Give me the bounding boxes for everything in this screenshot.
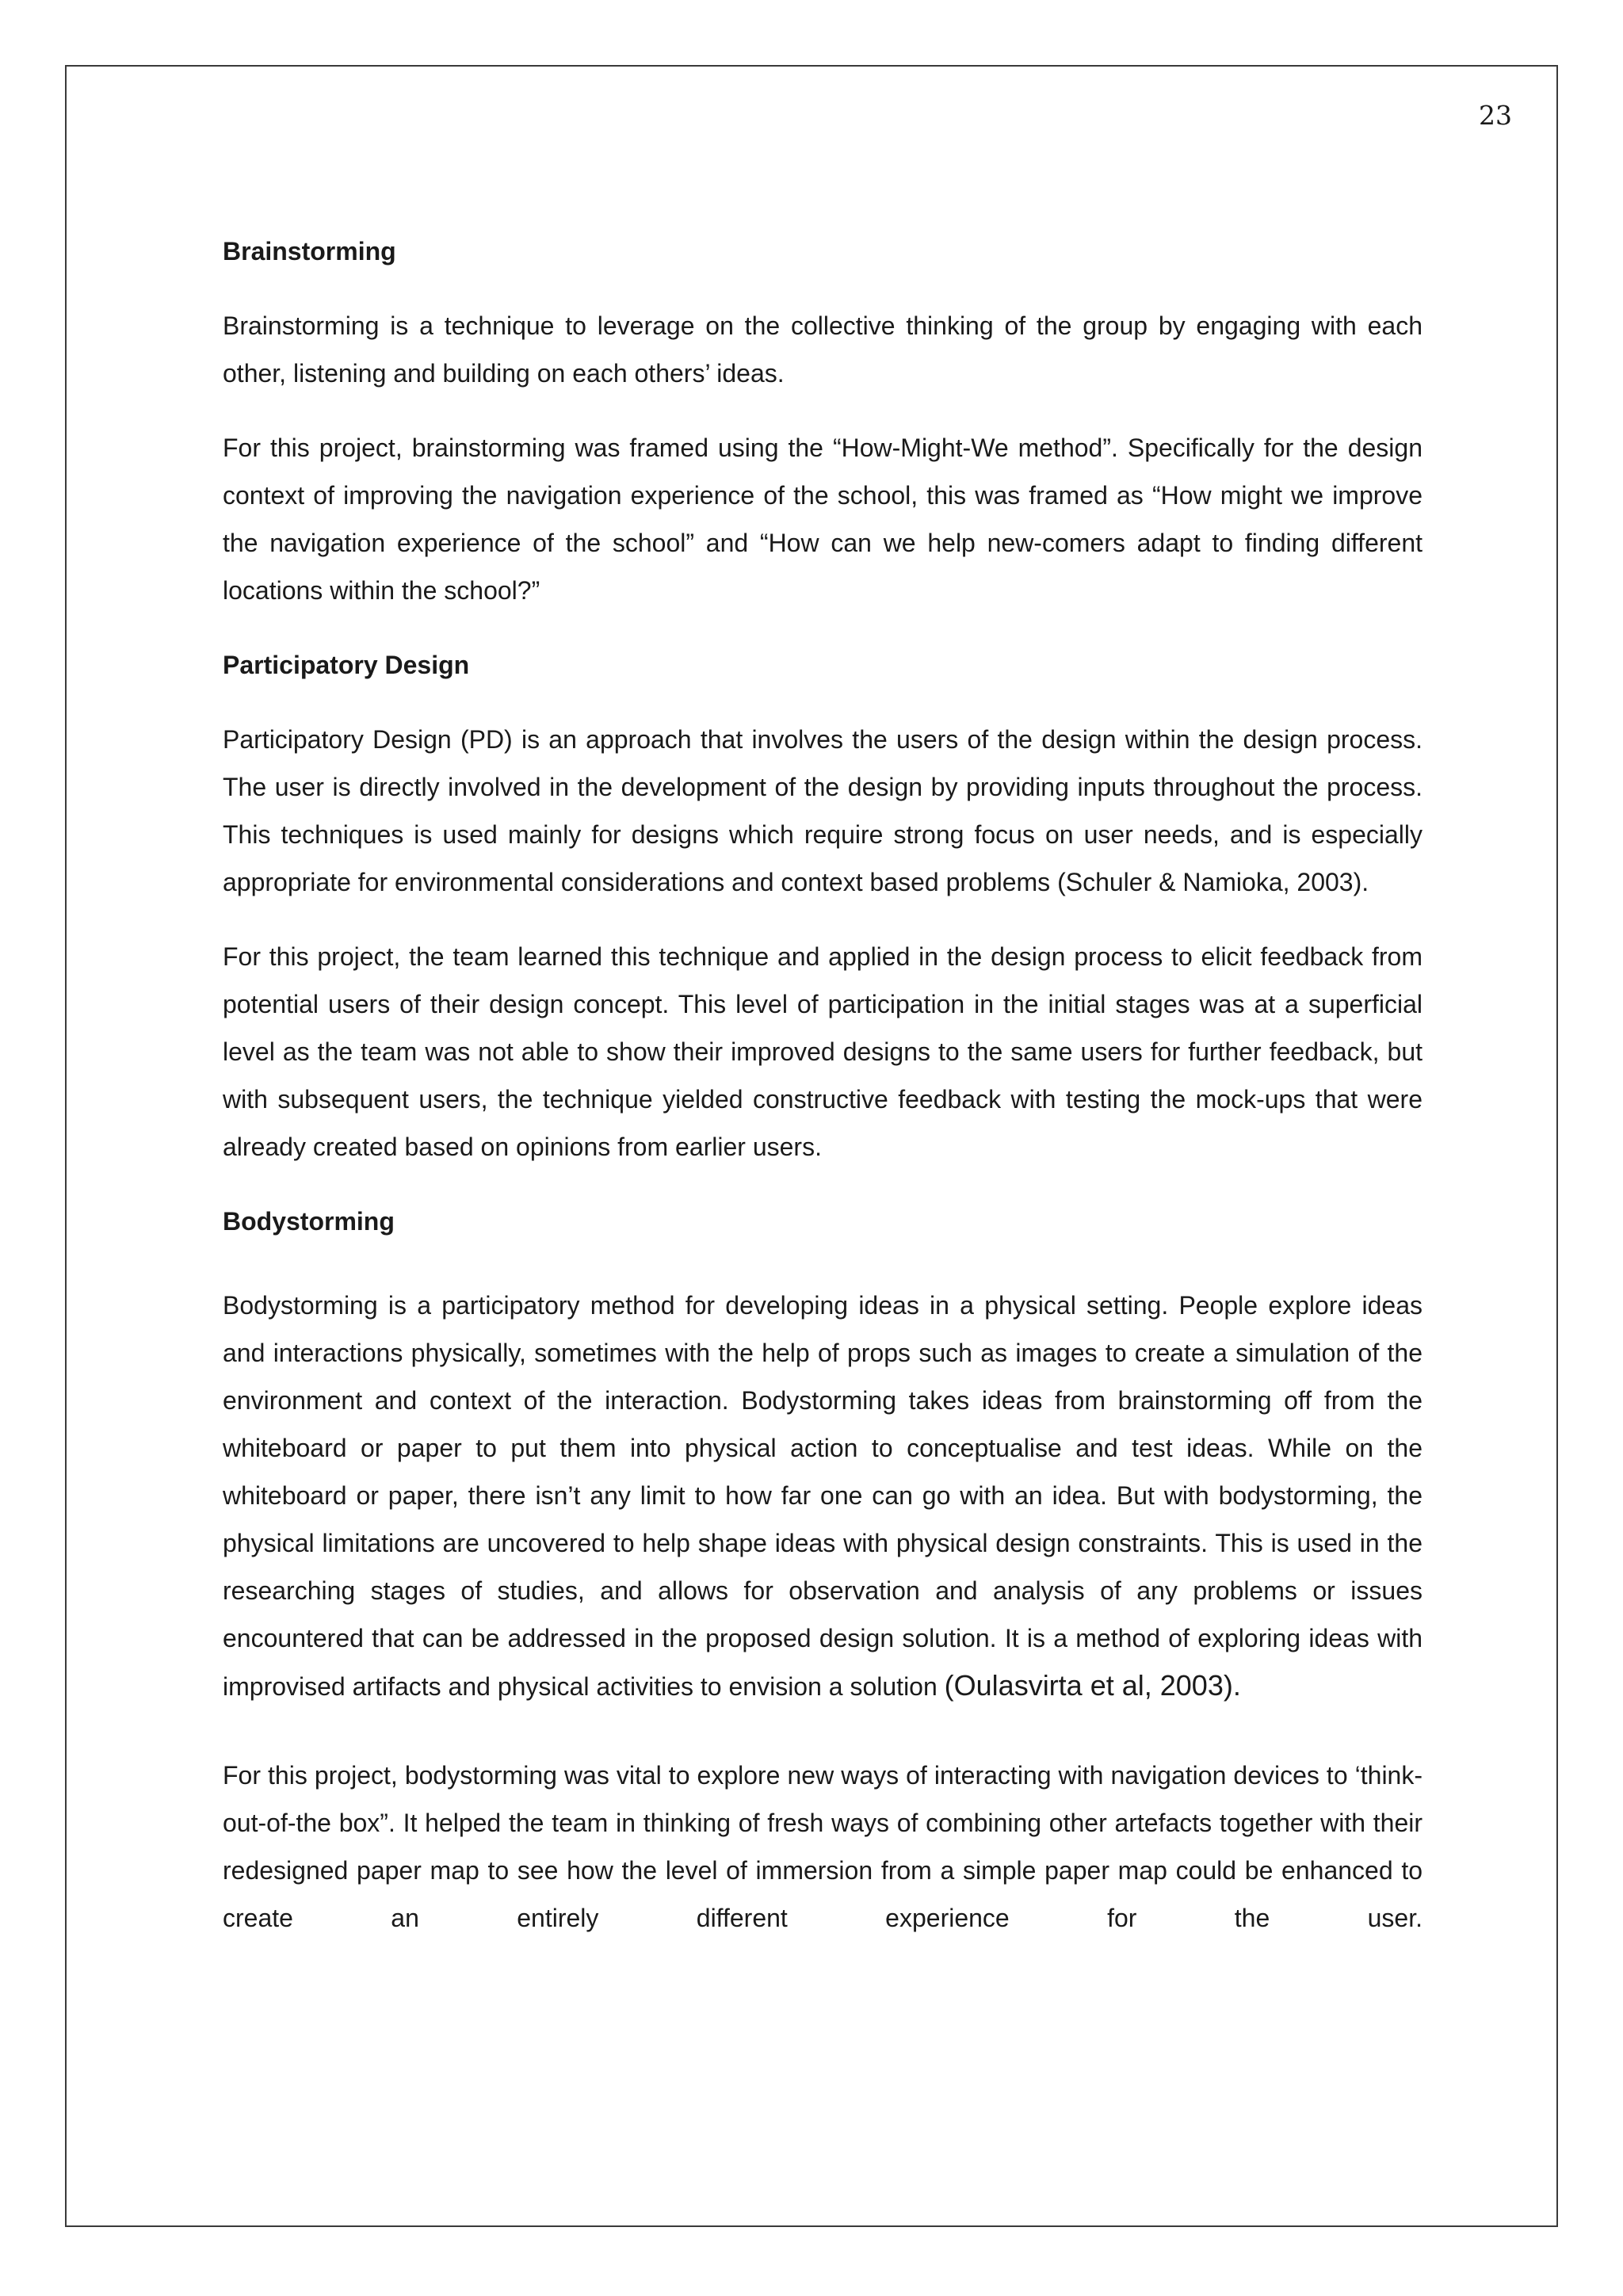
page-number: 23 [1479, 100, 1512, 131]
participatory-paragraph-1: Participatory Design (PD) is an approach that involves the users of the design within the design process. The user is directly involved in the development of the design by providing inputs throughout the process. This techniques is used mainly for designs which require strong focus on user needs, and is especially appropriate for environmental considerations and context based problems (Schuler & Namioka, 2003). [223, 725, 1423, 896]
participatory-paragraph-2: For this project, the team learned this technique and applied in the design process to elicit feedback from potential users of their design concept. This level of participation in the initial stages was at a superficial level as the team was not able to show their improved designs to the same users for further feedback, but with subsequent users, the technique yielded constructive feedback with testing the mock-ups that were already created based on opinions from earlier users. [223, 942, 1423, 1161]
bodystorming-citation: (Oulasvirta et al, 2003). [944, 1669, 1241, 1702]
brainstorming-paragraph-2: For this project, brainstorming was framed using the “How-Might-We method”. Specifically for the design context of improving the navigation experience of the school, this was framed as “How might we improve the navigation experience of the school” and “How can we help new-comers adapt to finding different locations within the school?” [223, 434, 1423, 605]
bodystorming-paragraph-1 [223, 1282, 1423, 1710]
heading-brainstorming: Brainstorming [223, 237, 396, 266]
brainstorming-paragraph-1: Brainstorming is a technique to leverage on the collective thinking of the group by engaging with each other, listening and building on each others’ ideas. [223, 311, 1423, 388]
bodystorming-paragraph-1-text: Bodystorming is a participatory method for developing ideas in a physical setting. People explore ideas and interactions physically, sometimes with the help of props such as images to create a simulation of the environment and context of the interaction. Bodystorming takes ideas from brainstorming off from the whiteboard or paper to put them into physical action to conceptualise and test ideas. While on the whiteboard or paper, there isn’t any limit to how far one can go with an idea. But with bodystorming, the physical limitations are uncovered to help shape ideas with physical design constraints. This is used in the researching stages of studies, and allows for observation and analysis of any problems or issues encountered that can be addressed in the proposed design solution. It is a method of exploring ideas with improvised artifacts and physical activities to envision a solution [223, 1291, 1423, 1701]
bodystorming-paragraph-2: For this project, bodystorming was vital to explore new ways of interacting with navigation devices to ‘think-out-of-the box”. It helped the team in thinking of fresh ways of combining other artefacts together with their redesigned paper map to see how the level of immersion from a simple paper map could be enhanced to create an entirely different experience for the user. [223, 1761, 1423, 1932]
heading-participatory-design: Participatory Design [223, 651, 470, 679]
document-body [223, 227, 1423, 1942]
heading-bodystorming: Bodystorming [223, 1207, 395, 1236]
